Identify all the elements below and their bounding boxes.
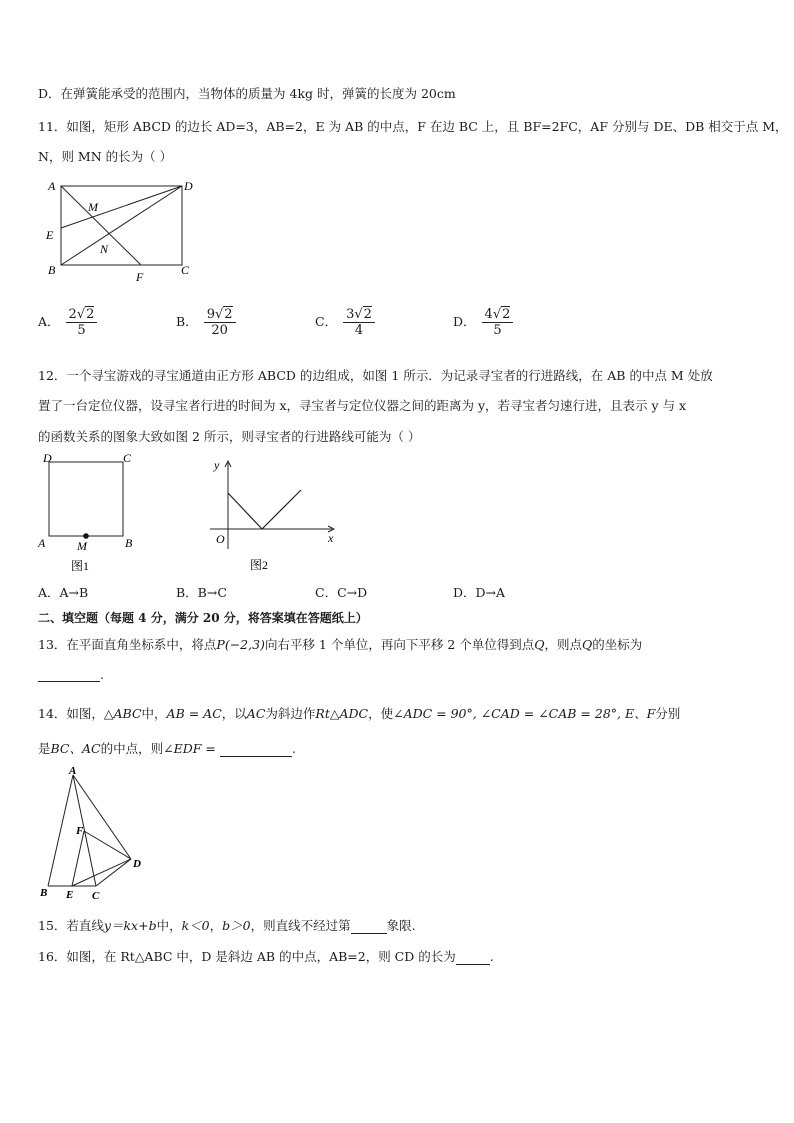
q12-fig2-caption: 图2 bbox=[250, 558, 269, 572]
q14-figure bbox=[36, 764, 148, 904]
q11-option-a-coef: 2 bbox=[68, 307, 77, 322]
q11-option-a[interactable] bbox=[38, 307, 97, 338]
q12-fig1-label-d: D bbox=[43, 451, 52, 465]
q14-text-e: ，使 bbox=[368, 706, 394, 721]
q11-option-c-coef: 3 bbox=[346, 307, 355, 322]
q12-stem-line3: 的函数关系的图象大致如图 2 所示，则寻宝者的行进路线可能为（ ） bbox=[38, 429, 421, 444]
q12-fig1-label-b: B bbox=[125, 536, 133, 550]
q12-option-b[interactable]: B．B→C bbox=[176, 585, 227, 600]
q14-label-c: C bbox=[92, 890, 100, 902]
q13-stem bbox=[38, 635, 642, 653]
q11-figure bbox=[40, 176, 210, 286]
q11-label-a: A bbox=[48, 179, 56, 193]
q12-fig2-label-x: x bbox=[328, 531, 334, 545]
q14-segment-fd bbox=[84, 831, 131, 859]
q14-text-g: 是 bbox=[38, 741, 51, 756]
q12-option-d[interactable]: D．D→A bbox=[453, 585, 506, 600]
q11-label-d: D bbox=[184, 179, 193, 193]
q11-option-a-root: 2 bbox=[86, 307, 95, 322]
q15-text-b: 中， bbox=[156, 918, 182, 933]
q15-text-d: 象限. bbox=[386, 918, 416, 933]
q11-stem-line1: 11．如图，矩形 ABCD 的边长 AD=3，AB=2，E 为 AB 的中点，F 在边 BC 上，且 BF=2FC，AF 分别与 DE、DB 相交于点 M， bbox=[38, 119, 788, 134]
q10-option-d: D．在弹簧能承受的范围内，当物体的质量为 4kg 时，弹簧的长度为 20cm bbox=[38, 86, 456, 101]
q11-option-a-letter: A． bbox=[38, 314, 60, 329]
q12-figure-2 bbox=[200, 453, 345, 575]
q11-option-d-root: 2 bbox=[502, 307, 511, 322]
radical-icon: √ bbox=[76, 307, 86, 322]
q14-label-b: B bbox=[40, 887, 48, 899]
q14-rt-adc: Rt△ADC bbox=[315, 706, 369, 721]
radical-icon: √ bbox=[214, 307, 224, 322]
q11-option-b-coef: 9 bbox=[206, 307, 215, 322]
q14-text-a: 14．如图， bbox=[38, 706, 104, 721]
q11-option-d-den: 5 bbox=[493, 323, 502, 338]
q16-text-a: 16．如图，在 Rt△ABC 中，D 是斜边 AB 的中点，AB=2，则 CD 的长为 bbox=[38, 949, 456, 964]
q13-answer-blank[interactable] bbox=[38, 669, 100, 682]
q14-triangle-abc: △ABC bbox=[103, 706, 142, 721]
q11-label-c: C bbox=[181, 263, 190, 277]
q13-text-d: 的坐标为 bbox=[592, 637, 643, 652]
q14-segment-ef bbox=[72, 831, 84, 886]
q16-end-period: . bbox=[489, 949, 494, 964]
q12-fig1-label-m: M bbox=[77, 539, 87, 553]
q13-answer-line bbox=[38, 667, 104, 682]
q14-end-period: . bbox=[291, 741, 296, 756]
q14-stem-line1 bbox=[38, 704, 680, 722]
q15-comma: ， bbox=[209, 918, 223, 933]
q14-sides-bc-ac: BC、AC bbox=[50, 741, 101, 756]
q13-text-c: ，则点 bbox=[544, 637, 583, 652]
q13-point-q-ref: Q bbox=[582, 637, 593, 652]
q14-segment-ab bbox=[48, 775, 73, 886]
q11-label-b: B bbox=[48, 263, 56, 277]
q11-label-m: M bbox=[88, 200, 98, 214]
q14-label-e: E bbox=[66, 889, 74, 901]
section-2-heading: 二、填空题（每题 4 分，满分 20 分，将答案填在答题纸上） bbox=[38, 611, 368, 625]
q14-text-b: 中， bbox=[141, 706, 167, 721]
q11-label-n: N bbox=[100, 242, 109, 256]
q11-option-b-root: 2 bbox=[224, 307, 233, 322]
q15-answer-blank[interactable] bbox=[351, 921, 387, 934]
q13-point-p: P(−2,3) bbox=[216, 637, 265, 652]
q12-fig1-label-c: C bbox=[123, 451, 132, 465]
q11-option-d-coef: 4 bbox=[484, 307, 493, 322]
q12-fig1-label-a: A bbox=[38, 536, 46, 550]
q12-stem-line1: 12．一个寻宝游戏的寻宝通道由正方形 ABCD 的边组成，如图 1 所示．为记录寻宝者的行进路线，在 AB 的中点 M 处放 bbox=[38, 368, 713, 383]
q14-eq-ab-ac: AB = AC bbox=[166, 706, 222, 721]
q11-stem-line2: N，则 MN 的长为（ ） bbox=[38, 149, 173, 164]
q12-stem-line2: 置了一台定位仪器，设寻宝者行进的时间为 x，寻宝者与定位仪器之间的距离为 y，若寻宝者匀速行进，且表示 y 与 x bbox=[38, 398, 687, 413]
q14-label-d: D bbox=[133, 858, 141, 870]
q11-segment-de bbox=[61, 186, 182, 228]
q15-text-c: ，则直线不经过第 bbox=[250, 918, 351, 933]
q14-side-ac: AC bbox=[246, 706, 266, 721]
q11-option-c-letter: C． bbox=[315, 314, 338, 329]
q15-equation: y＝kx+b bbox=[103, 918, 157, 933]
q11-option-c-den: 4 bbox=[354, 323, 364, 338]
q12-point-m bbox=[83, 533, 89, 539]
q14-text-f: 分别 bbox=[655, 706, 681, 721]
q11-option-c[interactable] bbox=[315, 307, 375, 338]
q12-option-c[interactable]: C．C→D bbox=[315, 585, 368, 600]
q13-text-a: 13．在平面直角坐标系中，将点 bbox=[38, 637, 217, 652]
q11-option-d[interactable] bbox=[453, 307, 513, 338]
q14-text-c: ，以 bbox=[221, 706, 247, 721]
q11-label-e: E bbox=[46, 228, 54, 242]
q11-segment-db bbox=[61, 186, 182, 265]
radical-icon: √ bbox=[492, 307, 502, 322]
q15-condition-k: k＜0 bbox=[181, 918, 210, 933]
q14-stem-line2 bbox=[38, 739, 296, 757]
q14-text-d: 为斜边作 bbox=[265, 706, 316, 721]
q11-option-b-den: 20 bbox=[211, 323, 228, 338]
q14-label-f: F bbox=[76, 825, 84, 837]
q12-fig1-caption: 图1 bbox=[71, 559, 90, 573]
q13-text-b: 向右平移 1 个单位，再向下平移 2 个单位得到点 bbox=[264, 637, 535, 652]
q14-text-h: 的中点，则 bbox=[100, 741, 164, 756]
q14-angle-edf: ∠EDF = bbox=[163, 741, 216, 756]
q12-square-abcd bbox=[49, 462, 123, 536]
q15-condition-b: b＞0 bbox=[222, 918, 251, 933]
q11-option-b[interactable] bbox=[176, 307, 236, 338]
q14-angle-conditions: ∠ADC = 90°, ∠CAD = ∠CAB = 28°, E、F bbox=[393, 706, 656, 721]
q12-fig2-label-y: y bbox=[214, 458, 220, 472]
q12-figure-1 bbox=[34, 450, 144, 575]
q14-answer-blank[interactable] bbox=[220, 744, 292, 757]
q11-option-c-root: 2 bbox=[363, 307, 372, 322]
q12-option-a[interactable]: A．A→B bbox=[38, 585, 89, 600]
q16-stem bbox=[38, 947, 494, 965]
q16-answer-blank[interactable] bbox=[456, 952, 490, 965]
radical-icon: √ bbox=[354, 307, 363, 322]
q11-option-a-den: 5 bbox=[77, 323, 86, 338]
q15-text-a: 15．若直线 bbox=[38, 918, 104, 933]
q13-point-q: Q bbox=[534, 637, 545, 652]
q11-option-d-letter: D． bbox=[453, 314, 476, 329]
q15-stem bbox=[38, 916, 416, 934]
q14-label-a: A bbox=[69, 765, 77, 777]
q13-end-period: . bbox=[100, 667, 104, 682]
q12-fig2-label-o: O bbox=[216, 532, 225, 546]
q11-option-b-letter: B． bbox=[176, 314, 198, 329]
q11-label-f: F bbox=[136, 270, 144, 284]
q12-graph-line bbox=[228, 490, 301, 529]
